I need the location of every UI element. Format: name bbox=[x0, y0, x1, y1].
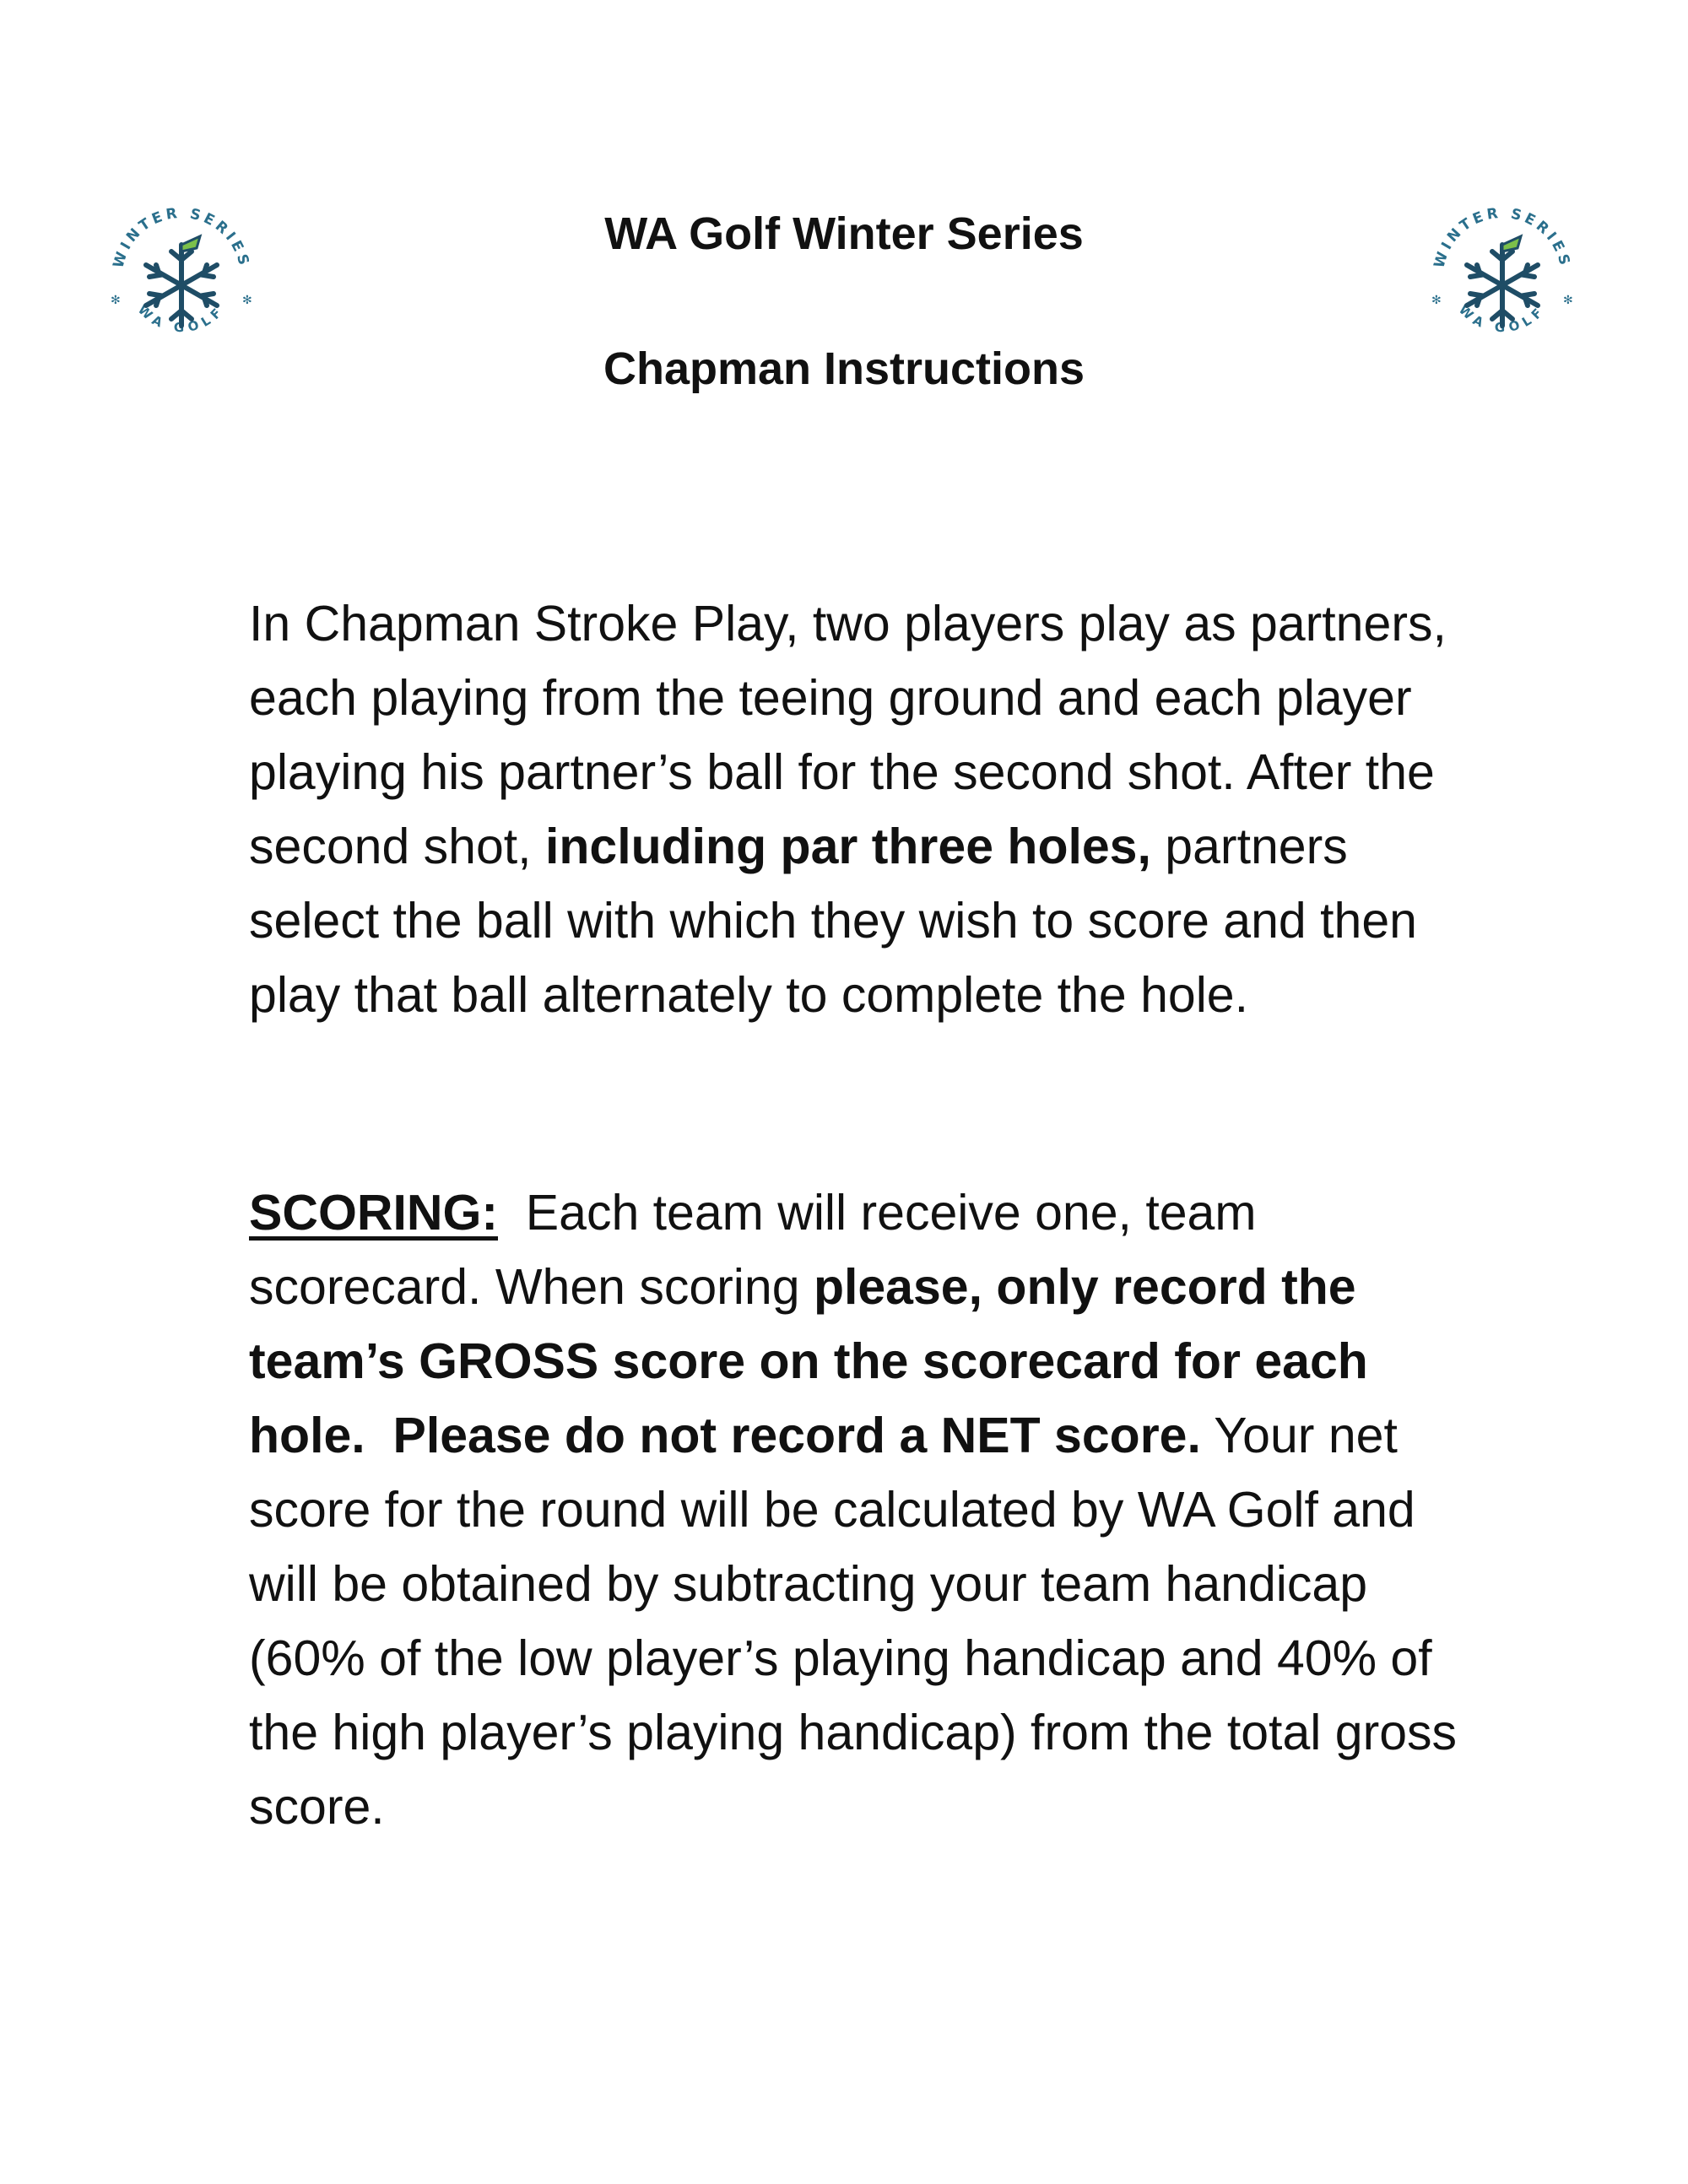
paragraph-text: partners select the ball with which they wish to score and then play that ball alternately to complete the hole. bbox=[249, 819, 1417, 1023]
chapman-description-paragraph bbox=[249, 587, 1481, 1032]
svg-text:✻: ✻ bbox=[1431, 294, 1442, 307]
svg-text:✻: ✻ bbox=[1563, 294, 1573, 307]
document-subtitle: Chapman Instructions bbox=[603, 343, 1085, 394]
svg-text:WINTER SERIES: WINTER SERIES bbox=[1431, 204, 1574, 270]
svg-text:✻: ✻ bbox=[111, 294, 121, 307]
svg-text:WA GOLF: WA GOLF bbox=[1455, 301, 1549, 336]
emphasis-text: please, only record the team’s GROSS score on the scorecard for each hole. Please do not record a NET score. bbox=[249, 1259, 1382, 1463]
scoring-paragraph bbox=[249, 1176, 1481, 1844]
svg-text:✻: ✻ bbox=[242, 294, 252, 307]
document-title: WA Golf Winter Series bbox=[604, 208, 1084, 259]
svg-text:WINTER SERIES: WINTER SERIES bbox=[110, 204, 253, 270]
scoring-heading: SCORING: bbox=[249, 1185, 498, 1241]
paragraph-text: Your net score for the round will be calculated by WA Golf and will be obtained by subtracting your team handicap (60% of the low player’s playing handicap and 40% of the high player’s playing handicap) from the total gross score. bbox=[249, 1408, 1458, 1835]
paragraph-text: In Chapman Stroke Play, two players play as partners, each playing from the teeing ground and each player playing his partner’s ball for the second shot. After the second shot, bbox=[249, 596, 1447, 874]
paragraph-text: Each team will receive one, team scorecard. When scoring bbox=[249, 1185, 1270, 1315]
emphasis-text: including par three holes, bbox=[544, 819, 1151, 874]
svg-text:WA GOLF: WA GOLF bbox=[134, 301, 228, 336]
